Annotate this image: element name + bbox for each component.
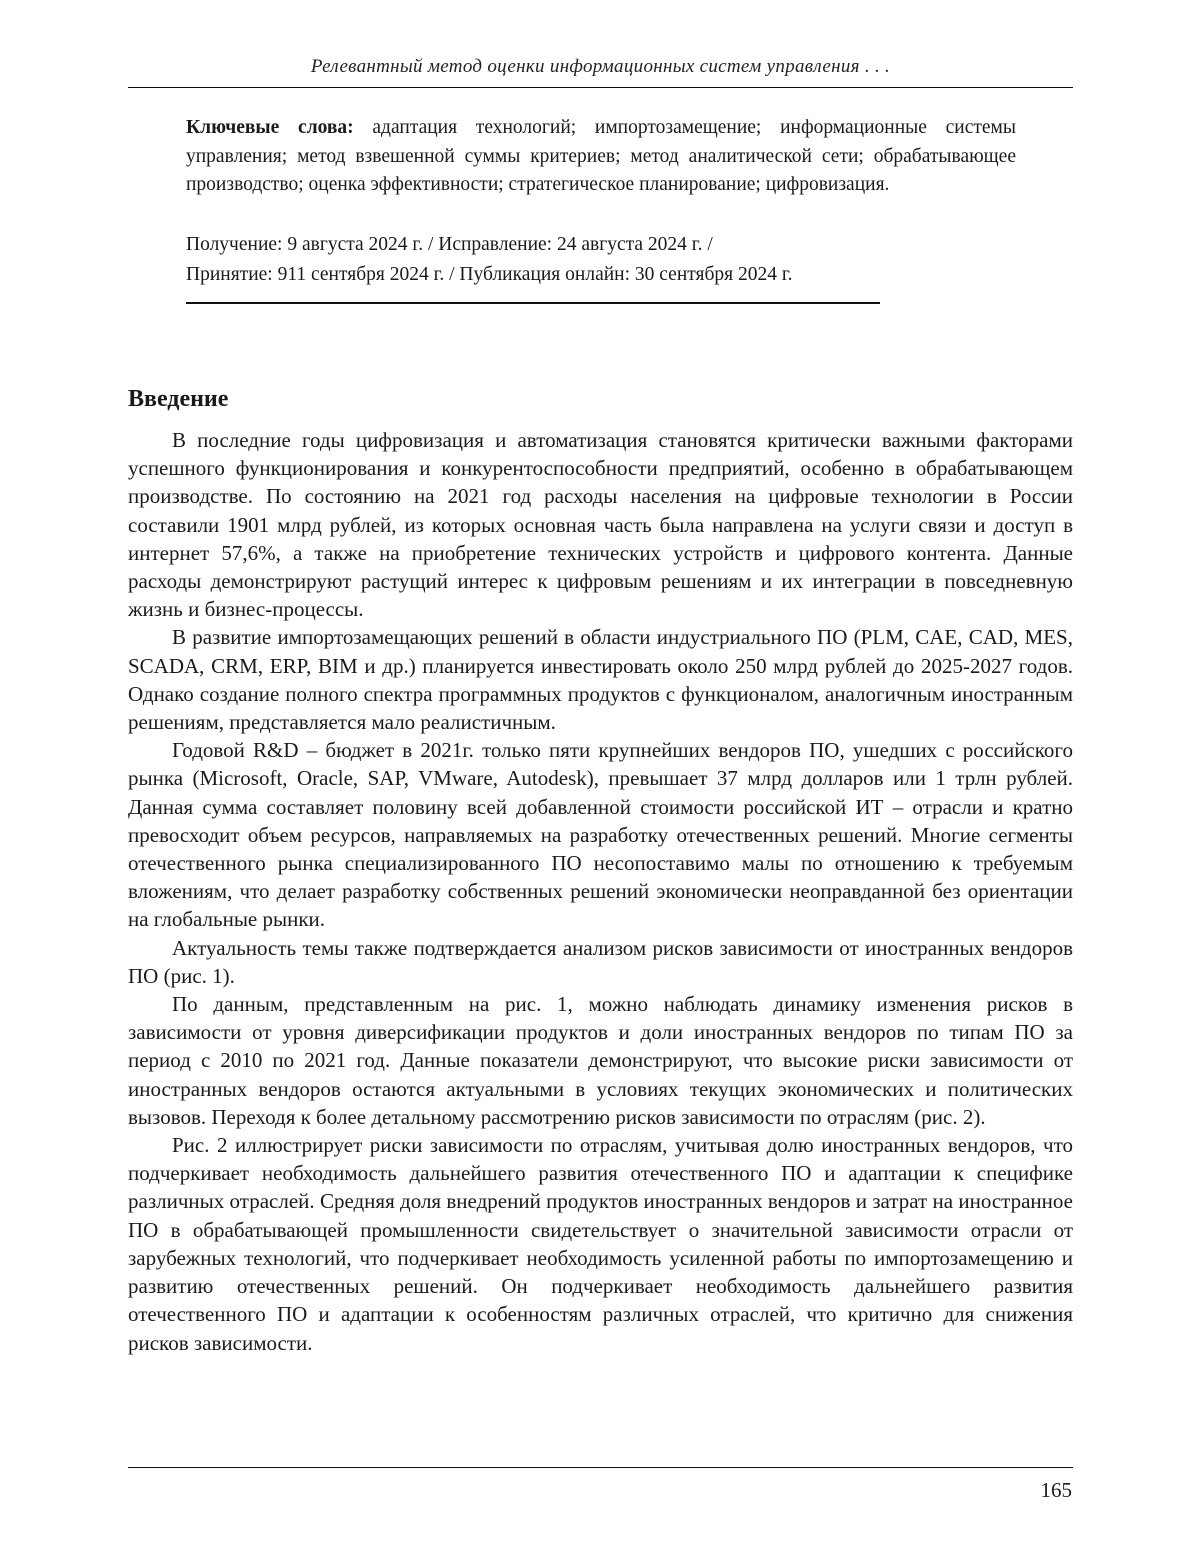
dates-line-2: Принятие: 911 сентября 2024 г. / Публикация онлайн: 30 сентября 2024 г. bbox=[186, 260, 1016, 290]
paragraph: В развитие импортозамещающих решений в области индустриального ПО (PLM, CAE, CAD, MES, SCADA, CRM, ERP, BIM и др.) планируется инвестировать около 250 млрд рублей до 2025-2027 годов. Однако создание полного спектра программных продуктов с функционалом, аналогичным иностранным решениям, представляется мало реалистичным. bbox=[128, 623, 1073, 736]
article-dates bbox=[186, 230, 1016, 290]
paragraph: Годовой R&D – бюджет в 2021г. только пяти крупнейших вендоров ПО, ушедших с российского рынка (Microsoft, Oracle, SAP, VMware, Autodesk), превышает 37 млрд долларов или 1 трлн рублей. Данная сумма составляет половину всей добавленной стоимости российской ИТ – отрасли и кратно превосходит объем ресурсов, направляемых на разработку отечественных решений. Многие сегменты отечественного рынка специализированного ПО несопоставимо малы по отношению к требуемым вложениям, что делает разработку собственных решений экономически неоправданной без ориентации на глобальные рынки. bbox=[128, 736, 1073, 933]
running-header: Релевантный метод оценки информационных систем управления . . . bbox=[128, 56, 1073, 78]
abstract-rule bbox=[186, 302, 880, 304]
header-rule bbox=[128, 87, 1073, 88]
section-body bbox=[128, 426, 1073, 1357]
paragraph: В последние годы цифровизация и автоматизация становятся критически важными факторами успешного функционирования и конкурентоспособности предприятий, особенно в обрабатывающем производстве. По состоянию на 2021 год расходы населения на цифровые технологии в России составили 1901 млрд рублей, из которых основная часть была направлена на услуги связи и доступ в интернет 57,6%, а также на приобретение технических устройств и цифрового контента. Данные расходы демонстрируют растущий интерес к цифровым решениям и их интеграции в повседневную жизнь и бизнес-процессы. bbox=[128, 426, 1073, 623]
footer-rule bbox=[128, 1467, 1073, 1468]
keywords-text: адаптация технологий; импортозамещение; информационные системы управления; метод взвешенной суммы критериев; метод аналитической сети; обрабатывающее производство; оценка эффективности; стратегическое планирование; цифровизация. bbox=[186, 117, 1016, 195]
keywords-block bbox=[186, 114, 1016, 200]
paragraph: По данным, представленным на рис. 1, можно наблюдать динамику изменения рисков в зависимости от уровня диверсификации продуктов и доли иностранных вендоров по типам ПО за период с 2010 по 2021 год. Данные показатели демонстрируют, что высокие риски зависимости от иностранных вендоров остаются актуальными в условиях текущих экономических и политических вызовов. Переходя к более детальному рассмотрению рисков зависимости по отраслям (рис. 2). bbox=[128, 990, 1073, 1131]
keywords-label: Ключевые слова: bbox=[186, 117, 354, 138]
page-number: 165 bbox=[1041, 1478, 1073, 1503]
section-title: Введение bbox=[128, 386, 228, 413]
paragraph: Рис. 2 иллюстрирует риски зависимости по отраслям, учитывая долю иностранных вендоров, что подчеркивает необходимость дальнейшего развития отечественного ПО и адаптации к специфике различных отраслей. Средняя доля внедрений продуктов иностранных вендоров и затрат на иностранное ПО в обрабатывающей промышленности свидетельствует о значительной зависимости отрасли от зарубежных технологий, что подчеркивает необходимость усиленной работы по импортозамещению и развитию отечественных решений. Он подчеркивает необходимость дальнейшего развития отечественного ПО и адаптации к особенностям различных отраслей, что критично для снижения рисков зависимости. bbox=[128, 1131, 1073, 1357]
dates-line-1: Получение: 9 августа 2024 г. / Исправление: 24 августа 2024 г. / bbox=[186, 230, 1016, 260]
paragraph: Актуальность темы также подтверждается анализом рисков зависимости от иностранных вендоров ПО (рис. 1). bbox=[128, 934, 1073, 990]
